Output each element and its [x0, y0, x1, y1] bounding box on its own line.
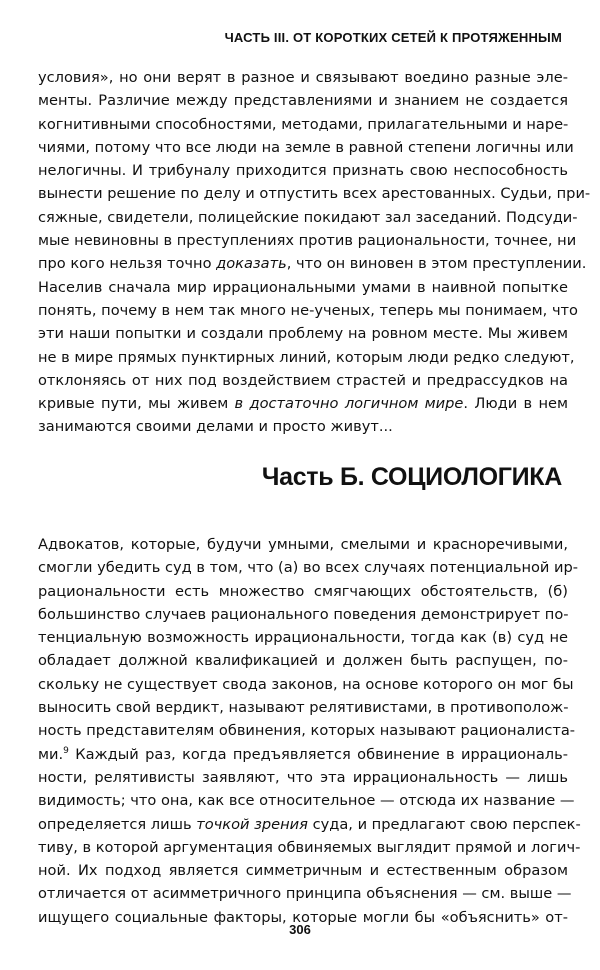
text-line: вынести решение по делу и отпустить всех арестованных. Судьи, при-	[38, 185, 591, 203]
text-line: когнитивными способностями, методами, прилагательными и наре-	[38, 115, 569, 133]
text-line: большинство случаев рационального поведения демонстрирует по-	[38, 605, 569, 623]
text-line: выносить свой вердикт, называют релятивистами, в противополож-	[38, 699, 569, 717]
footnote-ref[interactable]: 9	[63, 745, 69, 756]
text-line: отклоняясь от них под воздействием страстей и предрассудков на	[38, 371, 568, 389]
text-line	[38, 743, 568, 766]
section-title: Часть Б. СОЦИОЛОГИКА	[261, 463, 562, 491]
text-line	[38, 392, 568, 415]
text-line	[38, 813, 581, 836]
text-line: эти наши попытки и создали проблему на ровном месте. Мы живем	[38, 325, 568, 343]
text-line: отличается от асимметричного принципа объяснения — см. выше —	[38, 885, 572, 903]
text-line: смогли убедить суд в том, что (а) во всех случаях потенциальной ир-	[38, 559, 579, 577]
text-line: нелогичны. И трибуналу приходится признать свою неспособность	[38, 162, 568, 180]
running-head: ЧАСТЬ III. ОТ КОРОТКИХ СЕТЕЙ К ПРОТЯЖЕННЫМ	[224, 30, 562, 45]
text-line: Населив сначала мир иррациональными умами в наивной попытке	[38, 278, 568, 296]
text-segment: Каждый раз, когда предъявляется обвинение в иррациональ-	[68, 745, 568, 763]
text-line: ной. Их подход является симметричным и естественным образом	[38, 862, 568, 880]
text-segment: кривые пути, мы живем	[38, 395, 235, 413]
text-line: чиями, потому что все люди на земле в равной степени логичны или	[38, 138, 574, 156]
emphasis-text: точкой зрения	[196, 815, 308, 833]
text-line: ность представителям обвинения, которых называют рационалиста-	[38, 722, 576, 740]
text-line: менты. Различие между представлениями и знанием не создается	[38, 92, 568, 110]
text-segment: определяется лишь	[38, 815, 197, 833]
text-line: не в мире прямых пунктирных линий, которым люди редко следуют,	[38, 348, 575, 366]
text-line: условия», но они верят в разное и связывают воедино разные эле-	[38, 69, 568, 86]
text-segment: суда, и предлагают свою перспек-	[307, 815, 581, 833]
text-segment: , что он виновен в этом преступлении.	[286, 255, 587, 273]
paragraph-1	[38, 66, 591, 439]
text-line: обладает должной квалификацией и должен быть распущен, по-	[38, 652, 568, 670]
paragraph-2	[38, 533, 581, 929]
text-line: ности, релятивисты заявляют, что эта иррациональность — лишь	[38, 768, 568, 786]
text-segment: . Люди в нем	[463, 395, 568, 413]
emphasis-text: в достаточно логичном мире	[234, 395, 464, 413]
text-line: скольку не существует свода законов, на основе которого он мог бы	[38, 675, 574, 693]
text-line: занимаются своими делами и просто живут...	[38, 418, 393, 436]
text-line: ищущего социальные факторы, которые могли бы «объяснить» от-	[38, 908, 568, 926]
text-line	[38, 252, 587, 275]
text-segment: ми.	[38, 745, 64, 763]
text-line: тенциальную возможность иррациональности, тогда как (в) суд не	[38, 629, 568, 647]
text-line: мые невиновны в преступлениях против рациональности, точнее, ни	[38, 232, 577, 250]
text-line: видимость; что она, как все относительное — отсюда их название —	[38, 792, 575, 810]
text-line: понять, почему в нем так много не-ученых, теперь мы понимаем, что	[38, 301, 578, 319]
text-segment: про кого нельзя точно	[38, 255, 217, 273]
emphasis-text: доказать	[216, 255, 287, 273]
text-line: рациональности есть множество смягчающих обстоятельств, (б)	[38, 582, 568, 600]
text-line: Адвокатов, которые, будучи умными, смелыми и красноречивыми,	[38, 536, 568, 553]
text-line: сяжные, свидетели, полицейские покидают зал заседаний. Подсуди-	[38, 208, 578, 226]
text-line: тиву, в которой аргументация обвиняемых выглядит прямой и логич-	[38, 838, 581, 856]
page-number: 306	[289, 922, 311, 937]
